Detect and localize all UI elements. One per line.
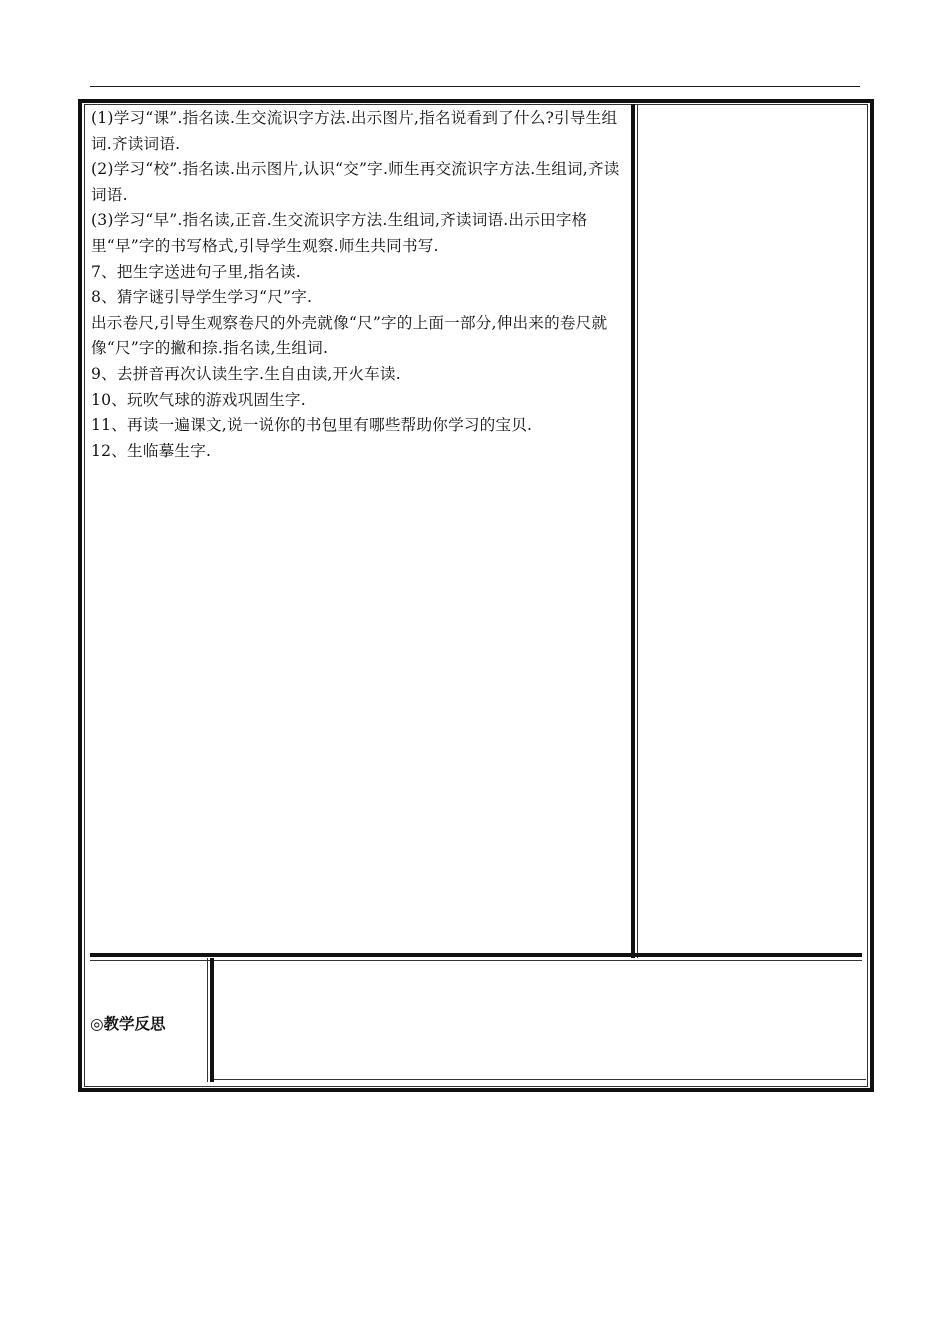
column-divider-thin	[637, 104, 638, 958]
lesson-step: 9、去拼音再次认读生字.生自由读,开火车读.	[91, 364, 401, 383]
lesson-step: 7、把生字送进句子里,指名读.	[91, 262, 301, 281]
lesson-steps-cell	[87, 106, 631, 950]
lesson-step: 8、猜字谜引导学生学习“尺”字.	[91, 288, 313, 307]
lesson-step: 出示卷尺,引导生观察卷尺的外壳就像“尺”字的上面一部分,伸出来的卷尺就像“尺”字的撇和捺.指名读,生组词.	[91, 313, 608, 358]
lesson-step: (2)学习“校”.指名读.出示图片,认识“交”字.师生再交流识字方法.生组词,齐读词语.	[91, 160, 620, 204]
lesson-step: 11、再读一遍课文,说一说你的书包里有哪些帮助你学习的宝贝.	[91, 416, 533, 435]
row-divider-thick	[90, 953, 862, 957]
side-notes-cell	[640, 106, 864, 950]
reflection-label: ◎教学反思	[90, 1015, 166, 1033]
reflection-bottom-rule	[214, 1079, 866, 1080]
header-rule	[90, 86, 860, 87]
lesson-step: 10、玩吹气球的游戏巩固生字.	[91, 390, 306, 409]
lesson-step: (1)学习“课”.指名读.生交流识字方法.出示图片,指名说看到了什么?引导生组词.齐读词语.	[91, 109, 618, 153]
lesson-step: 12、生临摹生字.	[91, 441, 212, 460]
column-divider-thick	[631, 104, 635, 958]
reflection-divider-thick	[210, 958, 214, 1082]
lesson-step: (3)学习“早”.指名读,正音.生交流识字方法.生组词,齐读词语.出示田字格里“早”字的书写格式,引导学生观察.师生共同书写.	[91, 211, 588, 255]
reflection-content-cell[interactable]	[216, 962, 864, 1077]
reflection-divider-thin	[207, 958, 208, 1082]
row-divider-thin	[90, 960, 862, 961]
